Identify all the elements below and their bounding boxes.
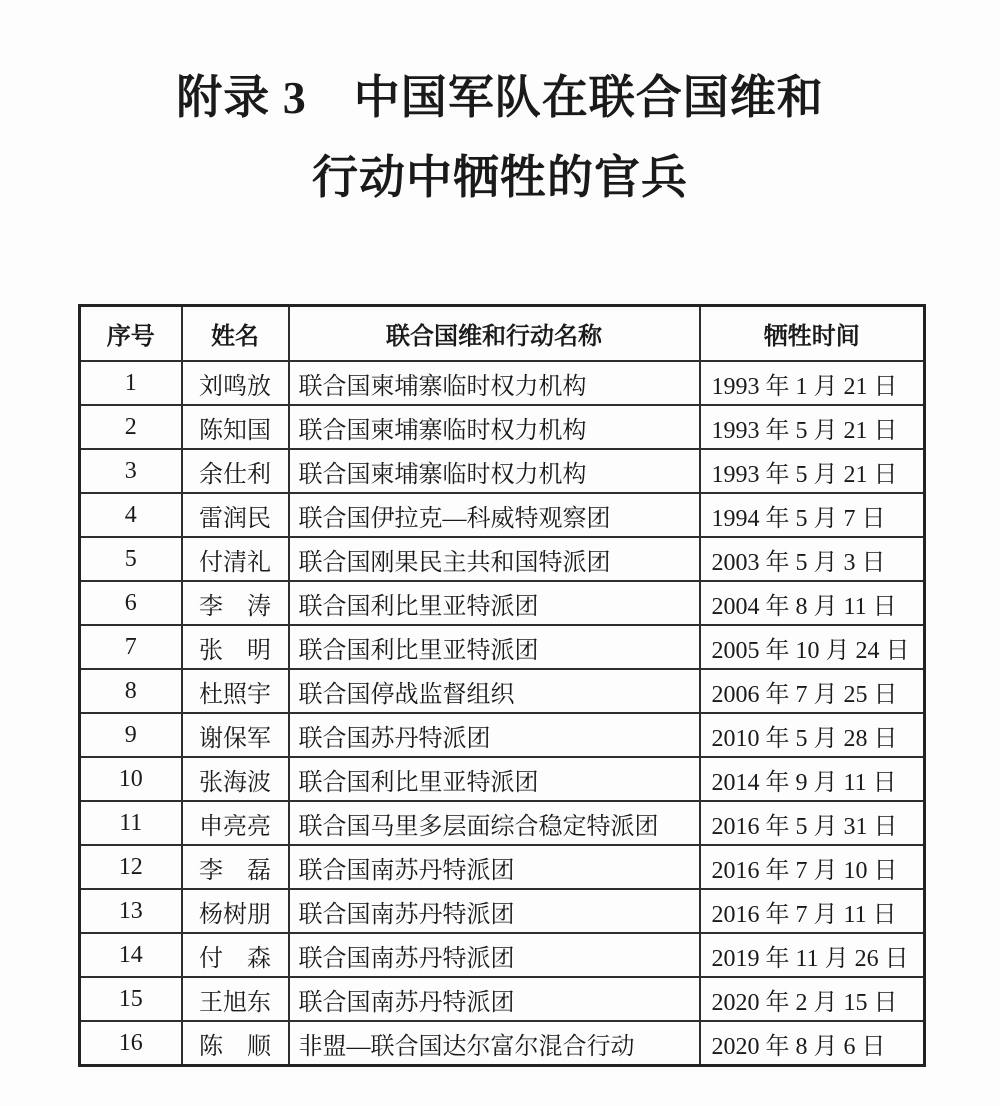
cell-name: 陈知国 xyxy=(182,405,289,449)
cell-date: 2014 年 9 月 11 日 xyxy=(700,757,925,801)
cell-no: 14 xyxy=(80,933,182,977)
table-body xyxy=(80,361,925,1066)
table-row xyxy=(80,1021,925,1066)
cell-date: 2016 年 7 月 11 日 xyxy=(700,889,925,933)
table-row xyxy=(80,361,925,405)
header-mission: 联合国维和行动名称 xyxy=(289,306,700,362)
cell-name: 杨树朋 xyxy=(182,889,289,933)
table-row xyxy=(80,581,925,625)
cell-no: 5 xyxy=(80,537,182,581)
cell-mission: 联合国柬埔寨临时权力机构 xyxy=(289,449,700,493)
cell-mission: 非盟—联合国达尔富尔混合行动 xyxy=(289,1021,700,1066)
cell-date: 2005 年 10 月 24 日 xyxy=(700,625,925,669)
cell-name: 张海波 xyxy=(182,757,289,801)
cell-mission: 联合国马里多层面综合稳定特派团 xyxy=(289,801,700,845)
cell-date: 2020 年 8 月 6 日 xyxy=(700,1021,925,1066)
cell-date: 1994 年 5 月 7 日 xyxy=(700,493,925,537)
page-title-line2: 行动中牺牲的官兵 xyxy=(312,152,688,203)
cell-mission: 联合国南苏丹特派团 xyxy=(289,889,700,933)
cell-no: 16 xyxy=(80,1021,182,1066)
cell-mission: 联合国南苏丹特派团 xyxy=(289,977,700,1021)
cell-mission: 联合国柬埔寨临时权力机构 xyxy=(289,405,700,449)
cell-no: 4 xyxy=(80,493,182,537)
cell-no: 3 xyxy=(80,449,182,493)
cell-date: 2010 年 5 月 28 日 xyxy=(700,713,925,757)
cell-no: 6 xyxy=(80,581,182,625)
cell-date: 1993 年 5 月 21 日 xyxy=(700,405,925,449)
cell-date: 2020 年 2 月 15 日 xyxy=(700,977,925,1021)
header-no: 序号 xyxy=(80,306,182,362)
table-row xyxy=(80,625,925,669)
cell-date: 2019 年 11 月 26 日 xyxy=(700,933,925,977)
table-row xyxy=(80,537,925,581)
cell-no: 10 xyxy=(80,757,182,801)
table-row xyxy=(80,933,925,977)
cell-mission: 联合国刚果民主共和国特派团 xyxy=(289,537,700,581)
cell-date: 2016 年 5 月 31 日 xyxy=(700,801,925,845)
cell-no: 13 xyxy=(80,889,182,933)
table-row xyxy=(80,669,925,713)
cell-date: 2006 年 7 月 25 日 xyxy=(700,669,925,713)
cell-name: 申亮亮 xyxy=(182,801,289,845)
table-row xyxy=(80,845,925,889)
cell-name: 李 磊 xyxy=(182,845,289,889)
casualty-table xyxy=(78,304,926,1067)
cell-name: 付 森 xyxy=(182,933,289,977)
cell-no: 2 xyxy=(80,405,182,449)
cell-date: 2016 年 7 月 10 日 xyxy=(700,845,925,889)
table-row xyxy=(80,449,925,493)
cell-name: 王旭东 xyxy=(182,977,289,1021)
cell-no: 11 xyxy=(80,801,182,845)
cell-date: 2004 年 8 月 11 日 xyxy=(700,581,925,625)
table-row xyxy=(80,493,925,537)
cell-no: 9 xyxy=(80,713,182,757)
table-row xyxy=(80,713,925,757)
cell-mission: 联合国停战监督组织 xyxy=(289,669,700,713)
cell-name: 雷润民 xyxy=(182,493,289,537)
header-date: 牺牲时间 xyxy=(700,306,925,362)
cell-mission: 联合国利比里亚特派团 xyxy=(289,581,700,625)
cell-no: 15 xyxy=(80,977,182,1021)
page-title-line1: 附录 3 中国军队在联合国维和 xyxy=(176,72,824,123)
cell-mission: 联合国南苏丹特派团 xyxy=(289,933,700,977)
cell-name: 付清礼 xyxy=(182,537,289,581)
cell-name: 谢保军 xyxy=(182,713,289,757)
cell-mission: 联合国利比里亚特派团 xyxy=(289,757,700,801)
cell-no: 7 xyxy=(80,625,182,669)
header-name: 姓名 xyxy=(182,306,289,362)
cell-name: 刘鸣放 xyxy=(182,361,289,405)
cell-mission: 联合国南苏丹特派团 xyxy=(289,845,700,889)
cell-name: 张 明 xyxy=(182,625,289,669)
page-title xyxy=(0,0,1000,218)
cell-name: 李 涛 xyxy=(182,581,289,625)
table-row xyxy=(80,757,925,801)
cell-mission: 联合国伊拉克—科威特观察团 xyxy=(289,493,700,537)
table-row xyxy=(80,801,925,845)
table-row xyxy=(80,405,925,449)
cell-no: 8 xyxy=(80,669,182,713)
cell-name: 余仕利 xyxy=(182,449,289,493)
table-header-row xyxy=(80,306,925,362)
cell-date: 2003 年 5 月 3 日 xyxy=(700,537,925,581)
cell-name: 陈 顺 xyxy=(182,1021,289,1066)
cell-date: 1993 年 1 月 21 日 xyxy=(700,361,925,405)
cell-mission: 联合国柬埔寨临时权力机构 xyxy=(289,361,700,405)
cell-no: 12 xyxy=(80,845,182,889)
table-row xyxy=(80,889,925,933)
cell-name: 杜照宇 xyxy=(182,669,289,713)
cell-date: 1993 年 5 月 21 日 xyxy=(700,449,925,493)
cell-no: 1 xyxy=(80,361,182,405)
table-row xyxy=(80,977,925,1021)
cell-mission: 联合国苏丹特派团 xyxy=(289,713,700,757)
cell-mission: 联合国利比里亚特派团 xyxy=(289,625,700,669)
